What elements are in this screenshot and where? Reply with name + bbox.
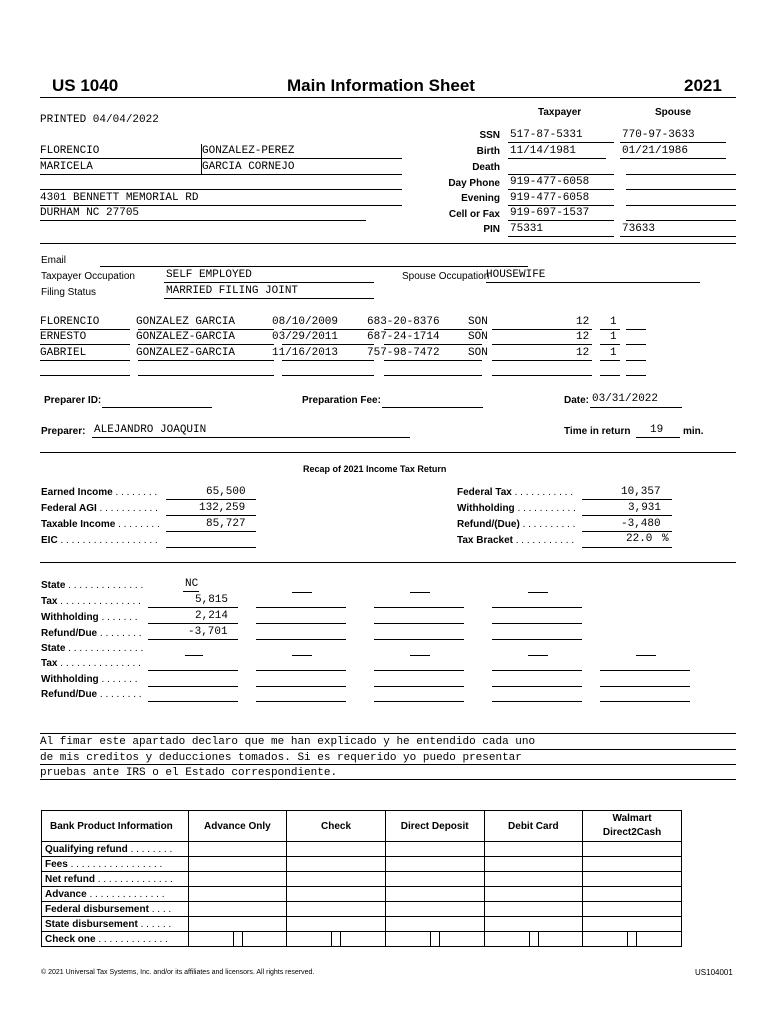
federal-agi[interactable]: 132,259	[199, 502, 246, 514]
table-row	[42, 872, 682, 887]
underline	[590, 407, 682, 408]
dependent-last[interactable]: GONZALEZ-GARCIA	[136, 331, 236, 343]
cell-label: Cell or Fax	[448, 209, 500, 220]
underline	[164, 282, 374, 283]
recap-title: Recap of 2021 Income Tax Return	[303, 464, 447, 474]
underline	[626, 174, 736, 175]
dependent-last[interactable]: GONZALEZ-GARCIA	[136, 347, 236, 359]
state-refund[interactable]: -3,701	[188, 626, 228, 638]
dependent-code[interactable]: 1	[610, 347, 617, 359]
underline	[620, 236, 736, 237]
state-label: State . . . . . . . . . . . . . .	[41, 580, 144, 591]
tax-label: Tax . . . . . . . . . . . . . . .	[41, 596, 141, 607]
underline	[92, 437, 410, 438]
underline	[508, 174, 614, 175]
table-header-row	[42, 811, 682, 842]
section-rule	[40, 243, 736, 244]
dependent-relationship[interactable]: SON	[468, 347, 488, 359]
earned-income[interactable]: 65,500	[206, 486, 246, 498]
eic-row: EIC . . . . . . . . . . . . . . . . . .	[41, 535, 158, 546]
withholding[interactable]: 3,931	[628, 502, 662, 514]
birth-label: Birth	[476, 146, 500, 157]
address-line-2[interactable]: DURHAM NC 27705	[40, 207, 140, 219]
date-label: Date:	[564, 395, 590, 406]
dependent-code[interactable]: 1	[610, 316, 617, 328]
state-refund-label-2: Refund/Due . . . . . . . .	[41, 689, 142, 700]
day-phone-label: Day Phone	[448, 178, 500, 189]
dependent-months[interactable]: 12	[576, 331, 590, 343]
declaration-line: de mis creditos y deducciones tomados. Si es requerido yo puedo presentar	[40, 752, 522, 764]
column-header: Direct Deposit	[385, 811, 484, 842]
preparer-id-label: Preparer ID:	[44, 395, 102, 406]
underline	[508, 158, 606, 159]
state-label-2: State . . . . . . . . . . . . . .	[41, 643, 144, 654]
table-row	[42, 857, 682, 872]
underline	[620, 158, 726, 159]
taxpayer-occupation[interactable]: SELF EMPLOYED	[166, 269, 252, 281]
dependent-ssn[interactable]: 757-98-7472	[367, 347, 440, 359]
form-code: US104001	[695, 968, 733, 977]
row-label: Federal disbursement . . . .	[42, 902, 189, 917]
spouse-last-name[interactable]: GARCIA CORNEJO	[202, 161, 295, 173]
spouse-ssn[interactable]: 770-97-3633	[622, 129, 695, 141]
header-rule	[40, 97, 736, 98]
time-in-return-label: Time in return	[564, 426, 631, 437]
underline	[626, 220, 736, 221]
declaration-line: Al fimar este apartado declaro que me han explicado y he entendido cada uno	[40, 736, 536, 748]
taxpayer-pin[interactable]: 75331	[510, 223, 544, 235]
time-unit: min.	[683, 426, 704, 437]
spouse-col-header: Spouse	[655, 107, 692, 118]
dependent-dob[interactable]: 11/16/2013	[272, 347, 339, 359]
taxpayer-ssn[interactable]: 517-87-5331	[510, 129, 583, 141]
spouse-occupation[interactable]: HOUSEWIFE	[486, 269, 546, 281]
copyright: © 2021 Universal Tax Systems, Inc. and/or its affiliates and licensors. All rights reserved.	[41, 969, 315, 976]
dependent-months[interactable]: 12	[576, 316, 590, 328]
dependent-first[interactable]: GABRIEL	[40, 347, 87, 359]
spouse-occupation-label: Spouse Occupation	[402, 271, 490, 282]
divider	[40, 158, 402, 159]
dependent-months[interactable]: 12	[576, 347, 590, 359]
state-refund-label: Refund/Due . . . . . . . .	[41, 628, 142, 639]
taxpayer-last-name[interactable]: GONZALEZ-PEREZ	[202, 145, 295, 157]
underline	[626, 189, 736, 190]
death-label: Death	[472, 162, 500, 173]
time-in-return[interactable]: 19	[650, 424, 664, 436]
underline	[508, 236, 614, 237]
underline	[508, 142, 614, 143]
federal-agi-row: Federal AGI . . . . . . . . . . .	[41, 503, 158, 514]
state-withholding-label: Withholding . . . . . . .	[41, 612, 138, 623]
dependent-relationship[interactable]: SON	[468, 316, 488, 328]
check-one-box[interactable]	[484, 932, 583, 947]
taxpayer-evening[interactable]: 919-477-6058	[510, 192, 590, 204]
divider	[40, 189, 402, 190]
check-one-box[interactable]	[287, 932, 386, 947]
state-withholding[interactable]: 2,214	[195, 610, 229, 622]
taxpayer-day-phone[interactable]: 919-477-6058	[510, 176, 590, 188]
preparer-name[interactable]: ALEJANDRO JOAQUIN	[94, 424, 207, 436]
row-label: Fees . . . . . . . . . . . . . . . . .	[42, 857, 189, 872]
underline	[486, 282, 700, 283]
column-header	[583, 811, 682, 842]
dependent-last[interactable]: GONZALEZ GARCIA	[136, 316, 236, 328]
spouse-birth[interactable]: 01/21/1986	[622, 145, 689, 157]
table-row	[42, 887, 682, 902]
row-label: Advance . . . . . . . . . . . . . .	[42, 887, 189, 902]
spouse-pin[interactable]: 73633	[622, 223, 656, 235]
taxpayer-col-header: Taxpayer	[538, 107, 582, 118]
column-header: Check	[287, 811, 386, 842]
check-one-box[interactable]	[583, 932, 682, 947]
table-row	[42, 932, 682, 947]
underline	[508, 205, 614, 206]
tax-label-2: Tax . . . . . . . . . . . . . . .	[41, 658, 141, 669]
preparer-date[interactable]: 03/31/2022	[592, 393, 659, 405]
dependent-first[interactable]: FLORENCIO	[40, 316, 100, 328]
underline	[508, 189, 614, 190]
address-line-1[interactable]: 4301 BENNETT MEMORIAL RD	[40, 192, 199, 204]
underline	[626, 205, 736, 206]
form-number: US 1040	[52, 76, 119, 95]
spouse-first-name[interactable]: MARICELA	[40, 161, 93, 173]
dependent-ssn[interactable]: 683-20-8376	[367, 316, 440, 328]
ssn-label: SSN	[479, 130, 500, 141]
state-withholding-label-2: Withholding . . . . . . .	[41, 674, 138, 685]
divider	[40, 205, 402, 206]
divider	[40, 174, 402, 175]
section-rule	[40, 562, 736, 563]
dependent-relationship[interactable]: SON	[468, 331, 488, 343]
page-title: Main Information Sheet	[287, 76, 475, 95]
row-label: State disbursement . . . . . .	[42, 917, 189, 932]
column-header: Bank Product Information	[42, 811, 189, 842]
earned-income-row: Earned Income . . . . . . . .	[41, 487, 158, 498]
row-label: Qualifying refund . . . . . . . .	[42, 842, 189, 857]
withholding-row: Withholding . . . . . . . . . . .	[457, 503, 576, 514]
filing-status-label: Filing Status	[41, 287, 97, 298]
tax-bracket-row: Tax Bracket . . . . . . . . . . .	[457, 535, 575, 546]
email-label: Email	[41, 255, 67, 266]
federal-tax[interactable]: 10,357	[621, 486, 661, 498]
tax-bracket-unit: %	[662, 533, 669, 545]
federal-tax-row: Federal Tax . . . . . . . . . . .	[457, 487, 573, 498]
underline	[620, 142, 726, 143]
underline	[636, 437, 680, 438]
declaration-line: pruebas ante IRS o el Estado correspondiente.	[40, 767, 338, 779]
table-row	[42, 842, 682, 857]
column-header: Debit Card	[484, 811, 583, 842]
bank-product-table	[41, 810, 682, 947]
taxpayer-cell[interactable]: 919-697-1537	[510, 207, 590, 219]
column-header: Advance Only	[188, 811, 287, 842]
table-row	[42, 917, 682, 932]
divider	[40, 220, 366, 221]
state-tax[interactable]: 5,815	[195, 594, 229, 606]
underline	[100, 266, 528, 267]
underline	[102, 407, 212, 408]
dependent-code[interactable]: 1	[610, 331, 617, 343]
walmart-header: Walmart Direct2Cash	[602, 813, 662, 838]
dependent-first[interactable]: ERNESTO	[40, 331, 87, 343]
table-row	[42, 902, 682, 917]
refund-due[interactable]: -3,480	[621, 518, 661, 530]
check-one-box[interactable]	[188, 932, 287, 947]
dependent-ssn[interactable]: 687-24-1714	[367, 331, 440, 343]
tax-bracket[interactable]: 22.0	[626, 533, 653, 545]
preparation-fee-label: Preparation Fee:	[302, 395, 381, 406]
pin-label: PIN	[483, 224, 500, 235]
taxpayer-occupation-label: Taxpayer Occupation	[41, 271, 135, 282]
dependent-dob[interactable]: 08/10/2009	[272, 316, 339, 328]
evening-label: Evening	[461, 193, 500, 204]
taxpayer-birth[interactable]: 11/14/1981	[510, 145, 577, 157]
check-one-box[interactable]	[385, 932, 484, 947]
tax-year: 2021	[684, 76, 722, 95]
taxable-income[interactable]: 85,727	[206, 518, 246, 530]
taxable-income-row: Taxable Income . . . . . . . .	[41, 519, 160, 530]
row-label: Check one . . . . . . . . . . . . .	[42, 932, 189, 947]
preparer-label: Preparer:	[41, 426, 86, 437]
section-rule	[40, 452, 736, 453]
underline	[164, 298, 374, 299]
state-code[interactable]: NC	[185, 578, 199, 590]
refund-due-row: Refund/(Due) . . . . . . . . . .	[457, 519, 576, 530]
taxpayer-first-name[interactable]: FLORENCIO	[40, 145, 100, 157]
row-label: Net refund . . . . . . . . . . . . . .	[42, 872, 189, 887]
underline	[382, 407, 483, 408]
dependent-dob[interactable]: 03/29/2011	[272, 331, 339, 343]
underline	[508, 220, 614, 221]
printed-date: PRINTED 04/04/2022	[40, 114, 159, 126]
filing-status[interactable]: MARRIED FILING JOINT	[166, 285, 299, 297]
